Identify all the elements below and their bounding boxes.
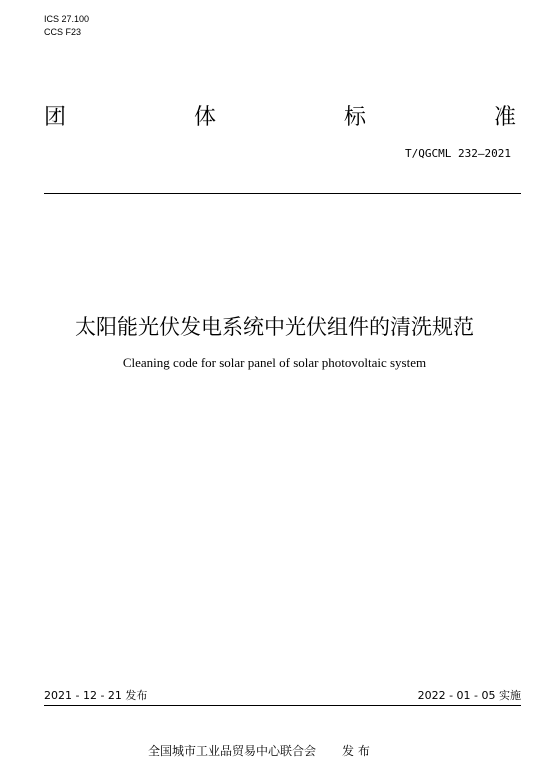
document-title-chinese: 太阳能光伏发电系统中光伏组件的清洗规范 (75, 315, 474, 339)
publisher-name: 全国城市工业品贸易中心联合会 (148, 744, 317, 758)
top-divider (44, 193, 521, 194)
standard-type-heading (44, 100, 516, 130)
implementation-date: 2022 - 01 - 05 实施 (417, 689, 521, 702)
publisher-line (148, 742, 370, 759)
bottom-divider (44, 705, 521, 706)
standard-type-char-1: 团 (44, 104, 67, 130)
ccs-code: CCS F23 (44, 27, 82, 37)
document-title-english: Cleaning code for solar panel of solar photovoltaic system (122, 355, 427, 370)
standard-code: T/QGCML 232—2021 (405, 147, 511, 160)
ics-code: ICS 27.100 (44, 14, 90, 24)
standard-type-char-4: 准 (493, 104, 516, 130)
standard-type-char-2: 体 (193, 104, 216, 130)
classification-block (44, 13, 89, 39)
issue-date: 2021 - 12 - 21 发布 (44, 689, 148, 702)
standard-type-char-3: 标 (343, 104, 366, 130)
publisher-action: 发 布 (342, 744, 370, 758)
